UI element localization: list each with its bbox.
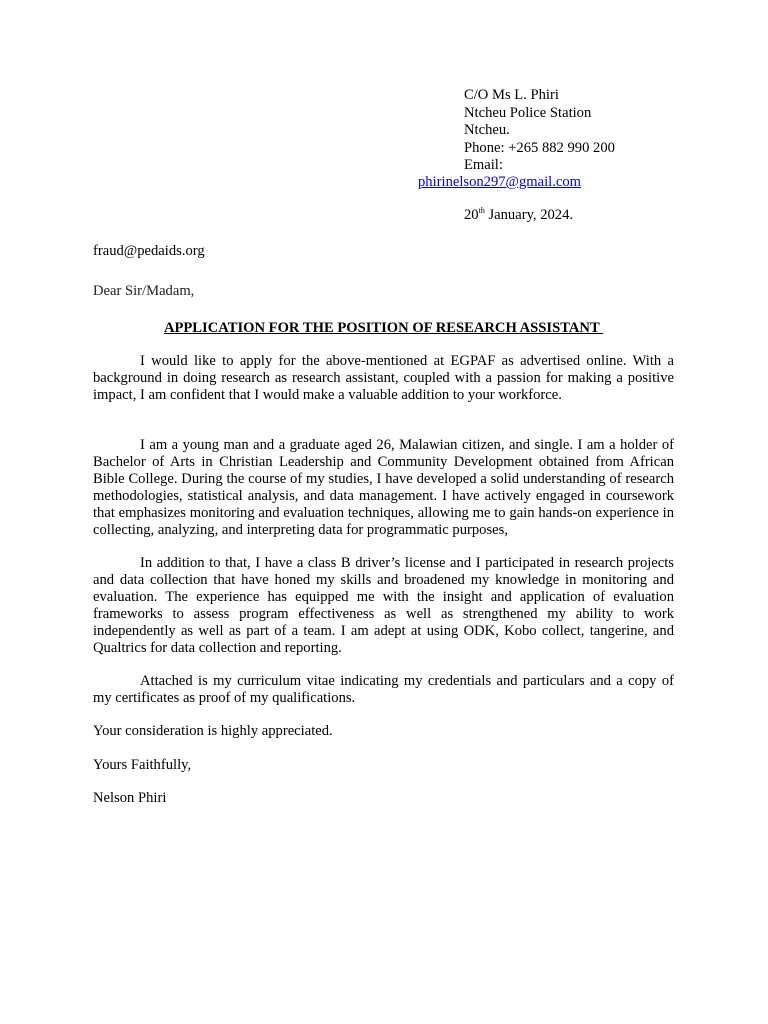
paragraph-intro: I would like to apply for the above-mentioned at EGPAF as advertised online. With a background in doing research as research assistant, coupled with a passion for making a positive impact, I am confident that I would make a valuable addition to your workforce. xyxy=(93,353,674,403)
date-day: 20 xyxy=(464,207,479,223)
consideration-line: Your consideration is highly appreciated. xyxy=(93,723,333,739)
paragraph-background: I am a young man and a graduate aged 26, Malawian citizen, and single. I am a holder of Bachelor of Arts in Christian Leadership and Community Development obtained from African Bible College. During the course of my studies, I have developed a solid understanding of research methodologies, statistical analysis, and data management. I have actively engaged in coursework that emphasizes monitoring and evaluation techniques, allowing me to gain hands-on experience in collecting, analyzing, and interpreting data for programmatic purposes, xyxy=(93,437,674,538)
salutation: Dear Sir/Madam, xyxy=(93,283,195,299)
sender-address xyxy=(464,87,615,175)
paragraph-experience: In addition to that, I have a class B driver’s license and I participated in research projects and data collection that have honed my skills and broadened my knowledge in monitoring and evaluation. The experience has equipped me with the insight and application of evaluation frameworks to assess program effectiveness as well as strengthened my ability to work independently as well as part of a team. I am adept at using ODK, Kobo collect, tangerine, and Qualtrics for data collection and reporting. xyxy=(93,555,674,656)
email-label: Email: xyxy=(464,157,503,174)
date-suffix: th xyxy=(478,206,485,216)
paragraph-attachments: Attached is my curriculum vitae indicating my credentials and particulars and a copy of my certificates as proof of my qualifications. xyxy=(93,673,674,706)
subject-heading: APPLICATION FOR THE POSITION OF RESEARCH ASSISTANT xyxy=(163,320,604,336)
letter-date xyxy=(464,207,573,225)
signature-name: Nelson Phiri xyxy=(93,790,167,806)
recipient-email: fraud@pedaids.org xyxy=(93,243,205,259)
email-link[interactable]: phirinelson297@gmail.com xyxy=(418,174,582,190)
valediction: Yours Faithfully, xyxy=(93,757,192,773)
date-month-year: January, 2024. xyxy=(484,207,574,223)
phone-number: Phone: +265 882 990 200 xyxy=(464,139,615,156)
address-line-3: Ntcheu. xyxy=(464,122,510,139)
address-line-2: Ntcheu Police Station xyxy=(464,104,592,121)
address-line-1: C/O Ms L. Phiri xyxy=(464,87,559,103)
